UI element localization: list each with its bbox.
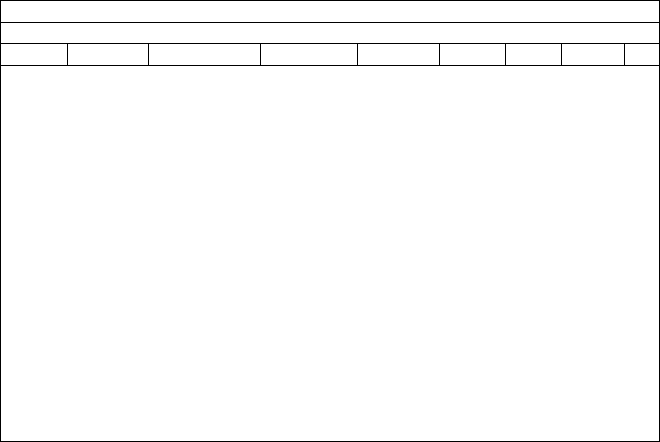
header-king — [439, 44, 505, 66]
page-subtitle — [1, 23, 659, 44]
header-rank — [1, 44, 67, 66]
header-row — [1, 44, 659, 66]
page-title — [1, 1, 659, 23]
header-archery — [357, 44, 439, 66]
ranking-table — [1, 44, 659, 66]
header-name — [67, 44, 148, 66]
header-individual — [260, 44, 357, 66]
header-total — [624, 44, 659, 66]
header-asia — [505, 44, 561, 66]
header-rating-first — [148, 44, 260, 66]
header-world — [561, 44, 624, 66]
